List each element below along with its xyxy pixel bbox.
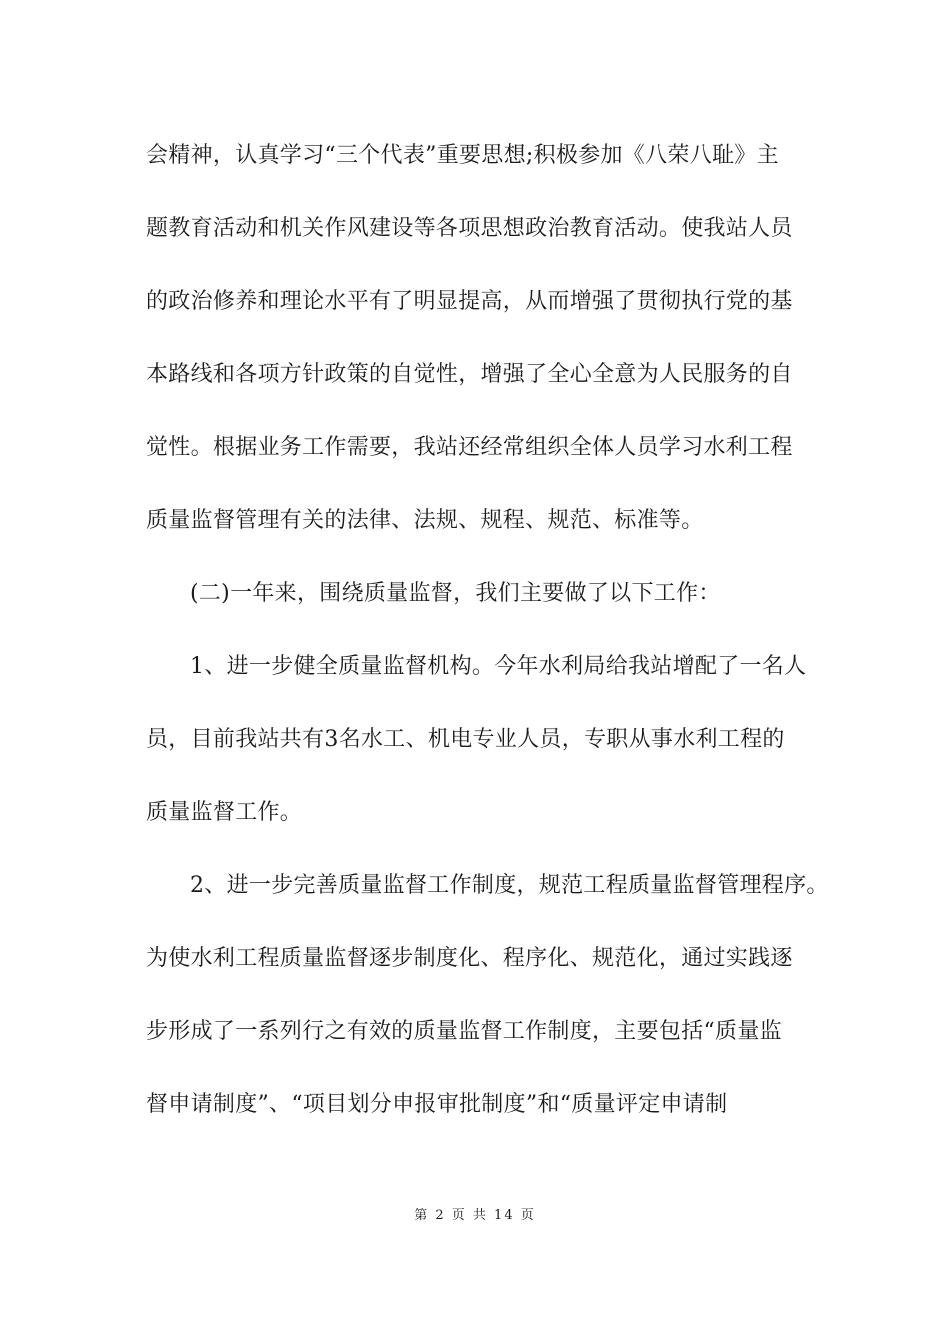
text-line: 本路线和各项方针政策的自觉性，增强了全心全意为人民服务的自 [146,362,793,387]
text-line: 会精神，认真学习“三个代表”重要思想;积极参加《八荣八耻》主 [146,143,779,168]
text-line: 的政治修养和理论水平有了明显提高，从而增强了贯彻执行党的基 [146,289,793,314]
text-line: 员，目前我站共有3名水工、机电专业人员，专职从事水利工程的 [146,727,785,752]
text-line: 质量监督管理有关的法律、法规、规程、规范、标准等。 [146,508,704,533]
section-heading: (二)一年来，围绕质量监督，我们主要做了以下工作： [190,581,721,606]
text-line: 步形成了一系列行之有效的质量监督工作制度，主要包括“质量监 [146,1019,782,1044]
page-number-footer: 第 2 页 共 14 页 [414,1208,536,1223]
text-line: 题教育活动和机关作风建设等各项思想政治教育活动。使我站人员 [146,216,793,241]
text-line: 1、进一步健全质量监督机构。今年水利局给我站增配了一名人 [190,654,807,679]
text-line: 觉性。根据业务工作需要，我站还经常组织全体人员学习水利工程 [146,435,793,460]
text-line: 2、进一步完善质量监督工作制度，规范工程质量监督管理程序。 [190,873,829,898]
text-line: 督申请制度”、“项目划分申报审批制度”和“质量评定申请制 [146,1092,728,1117]
text-line: 为使水利工程质量监督逐步制度化、程序化、规范化，通过实践逐 [146,946,793,971]
text-line: 质量监督工作。 [146,800,303,825]
